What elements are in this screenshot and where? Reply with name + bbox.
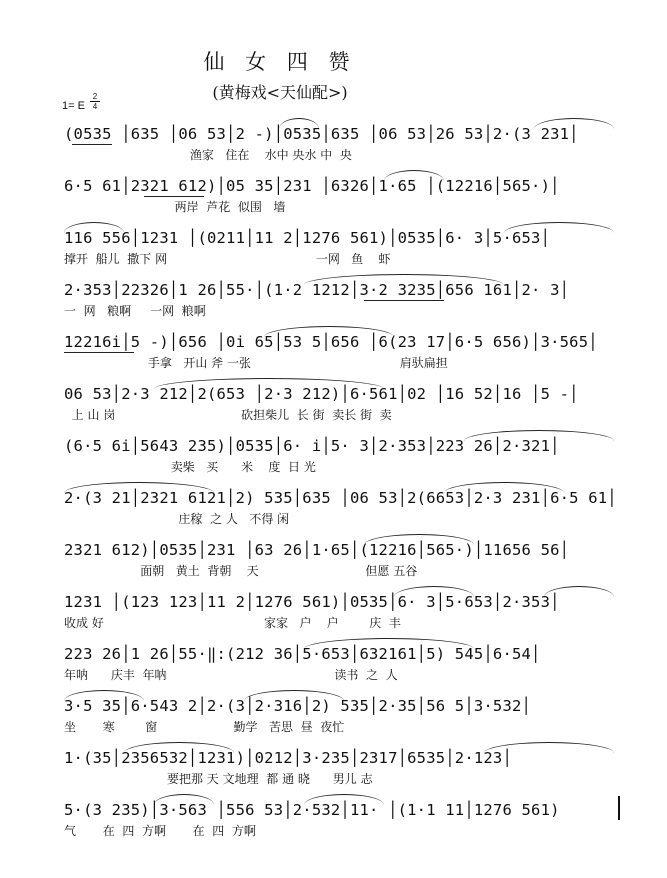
staff-system-7 bbox=[64, 436, 624, 482]
staff-system-12 bbox=[64, 696, 624, 742]
slur-mark bbox=[244, 690, 344, 701]
slur-mark bbox=[394, 586, 474, 597]
time-signature bbox=[90, 92, 100, 111]
slur-mark bbox=[64, 690, 144, 701]
key-signature: 1= E bbox=[62, 100, 85, 112]
underline-mark bbox=[72, 144, 112, 145]
slur-mark bbox=[64, 222, 124, 233]
final-barline bbox=[618, 796, 620, 820]
notation-line: 1·(35│2356532│1231)│0212│3·235│2317│6535│2·123│ bbox=[64, 749, 512, 767]
staff-system-10 bbox=[64, 592, 624, 638]
lyrics-line: 面朝 黄土 背朝 天 但愿 五谷 bbox=[64, 564, 418, 578]
notation-line: (6·5 6i│5643 235)│0535│6· i│5· 3│2·353│223 26│2·321│ bbox=[64, 437, 560, 455]
lyrics-line: 要把那 天 文地理 都 通 晓 男儿 志 bbox=[64, 772, 373, 786]
song-subtitle: (黄梅戏<天仙配>) bbox=[212, 83, 348, 102]
time-signature-numerator: 2 bbox=[90, 92, 100, 102]
lyrics-line: 收成 好 家家 户 户 庆 丰 bbox=[64, 616, 401, 630]
staff-system-1 bbox=[64, 124, 624, 170]
notation-line: 2321 612)│0535│231 │63 26│1·65│(12216│565·)│11656 56│ bbox=[64, 541, 570, 559]
notation-line: 2·353│22326│1 26│55·│(1·2 1212│3·2 3235│656 161│2· 3│ bbox=[64, 281, 570, 299]
notation-line: 116 556│1231 │(0211│11 2│1276 561)│0535│6· 3│5·653│ bbox=[64, 229, 551, 247]
slur-mark bbox=[304, 638, 474, 649]
staff-system-14 bbox=[64, 800, 624, 846]
staff-system-5 bbox=[64, 332, 624, 378]
staff-system-9 bbox=[64, 540, 624, 586]
slur-mark bbox=[364, 534, 474, 545]
underline-mark bbox=[364, 300, 444, 301]
lyrics-line: 两岸 芦花 似围 墙 bbox=[64, 200, 286, 214]
slur-mark bbox=[504, 222, 614, 233]
staff-system-8 bbox=[64, 488, 624, 534]
notation-line: 1231 │(123 123│11 2│1276 561)│0535│6· 3│5·653│2·353│ bbox=[64, 593, 560, 611]
staff-system-4 bbox=[64, 280, 624, 326]
notation-line: 5·(3 235)│3·563 │556 53│2·532│11· │(1·1 11│1276 561) bbox=[64, 801, 560, 819]
lyrics-line: 手拿 开山 斧 一张 肩驮扁担 bbox=[64, 356, 448, 370]
lyrics-line: 气 在 四 方啊 在 四 方啊 bbox=[64, 824, 256, 838]
underline-mark bbox=[144, 196, 204, 197]
slur-mark bbox=[154, 794, 214, 805]
notation-line: 6·5 61│2321 612)│05 35│231 │6326│1·65 │(12216│565·)│ bbox=[64, 177, 560, 195]
notation-line: (0535 │635 │06 53│2 -)│0535│635 │06 53│26 53│2·(3 231│ bbox=[64, 125, 579, 143]
lyrics-line: 庄稼 之 人 不得 闲 bbox=[64, 512, 290, 526]
lyrics-line: 撑开 船儿 撒下 网 一网 鱼 虾 bbox=[64, 252, 391, 266]
notation-line: 12216i│5 -)│656 │0i 65│53 5│656 │6(23 17│6·5 656)│3·565│ bbox=[64, 333, 598, 351]
staff-system-13 bbox=[64, 748, 624, 794]
underline-mark bbox=[64, 352, 134, 353]
notation-line: 2·(3 21│2321 6121│2) 535│635 │06 53│2(6653│2·3 231│6·5 61│ bbox=[64, 489, 617, 507]
staff-system-11 bbox=[64, 644, 624, 690]
slur-mark bbox=[534, 118, 614, 129]
notation-line: 06 53│2·3 212│2(653 │2·3 212)│6·561│02 │16 52│16 │5 -│ bbox=[64, 385, 579, 403]
staff-system-6 bbox=[64, 384, 624, 430]
slur-mark bbox=[264, 326, 394, 337]
lyrics-line: 一 网 粮啊 一网 粮啊 bbox=[64, 304, 206, 318]
staff-system-2 bbox=[64, 176, 624, 222]
lyrics-line: 年呐 庆丰 年呐 读书 之 人 bbox=[64, 668, 398, 682]
slur-mark bbox=[484, 742, 614, 753]
slur-mark bbox=[544, 586, 614, 597]
slur-mark bbox=[304, 274, 504, 285]
time-signature-denominator: 4 bbox=[92, 102, 98, 111]
slur-mark bbox=[154, 378, 384, 389]
song-title: 仙 女 四 赞 bbox=[203, 50, 357, 74]
slur-mark bbox=[124, 742, 234, 753]
slur-mark bbox=[279, 118, 319, 129]
slur-mark bbox=[64, 482, 214, 493]
slur-mark bbox=[444, 482, 564, 493]
slur-mark bbox=[384, 170, 444, 181]
notation-line: 3·5 35│6·543 2│2·(3│2·316│2) 535│2·35│56 5│3·532│ bbox=[64, 697, 532, 715]
notation-line: 223 26│1 26│55·‖:(212 36│5·653│632161│5) 545│6·54│ bbox=[64, 645, 541, 663]
staff-system-3 bbox=[64, 228, 624, 274]
lyrics-line: 渔家 住在 水中 央水 中 央 bbox=[64, 148, 352, 162]
slur-mark bbox=[304, 794, 384, 805]
lyrics-line: 上 山 岗 砍担柴儿 长 街 卖长 街 卖 bbox=[64, 408, 392, 422]
slur-mark bbox=[464, 430, 614, 441]
lyrics-line: 卖柴 买 米 度 日 光 bbox=[64, 460, 316, 474]
lyrics-line: 坐 寒 窗 勤学 苦思 昼 夜忙 bbox=[64, 720, 345, 734]
